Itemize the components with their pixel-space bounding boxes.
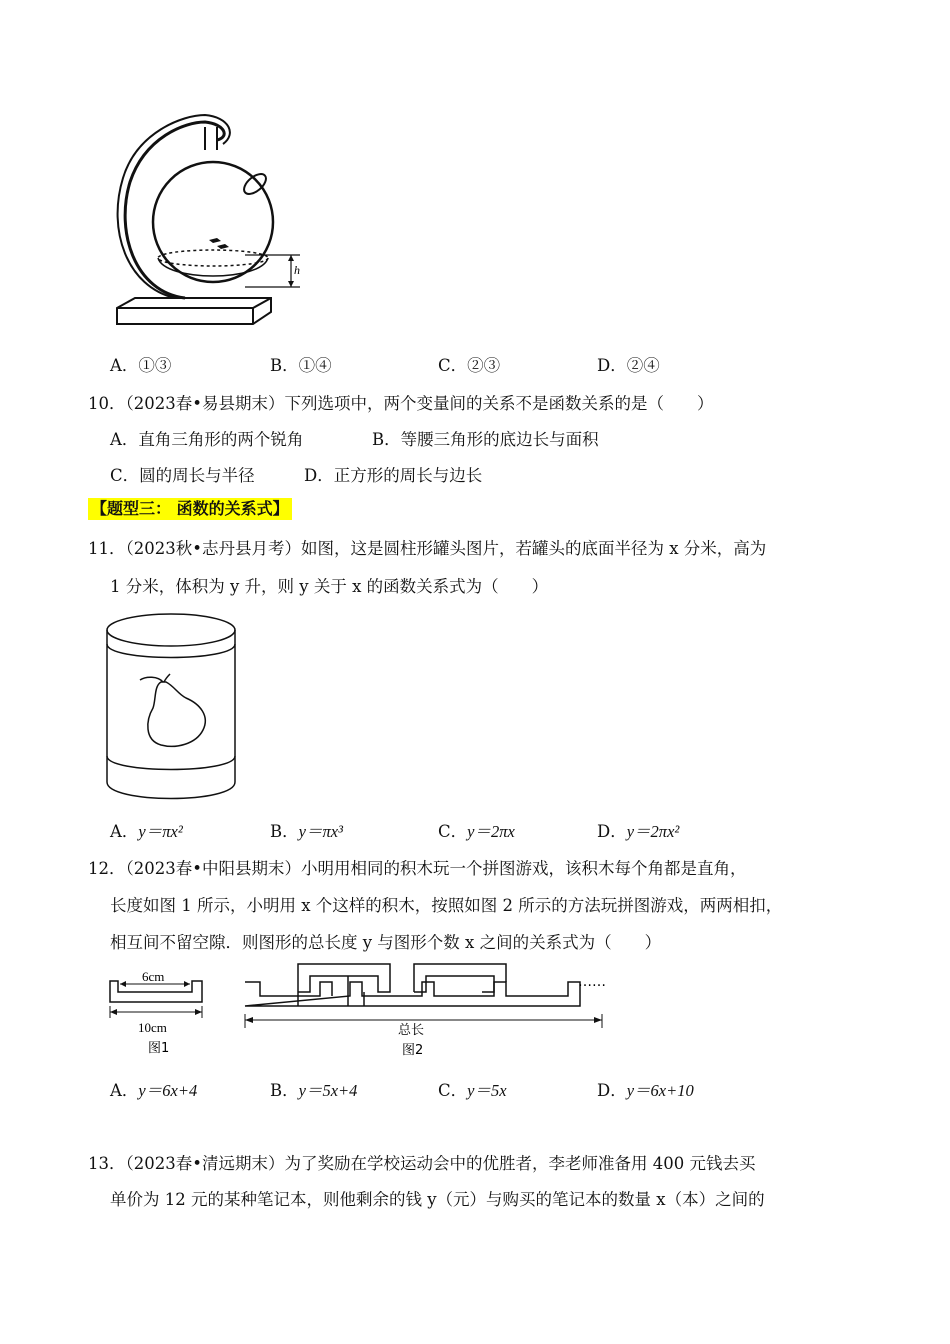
fig2-dots: …… <box>578 974 606 990</box>
can-figure <box>106 612 246 802</box>
q10-option-b[interactable]: B．等腰三角形的底边长与面积 <box>372 430 599 449</box>
block-figure-2 <box>240 962 620 1062</box>
q9-option-b[interactable]: B．①④ <box>270 356 332 375</box>
flask-figure <box>105 112 305 342</box>
q11-option-d[interactable]: D．y＝2πx² <box>597 822 680 841</box>
q13-stem-line1: 13．（2023春•清远期末）为了奖励在学校运动会中的优胜者，李老师准备用 400 元钱去买 <box>88 1154 756 1173</box>
q11-stem-line2: 1 分米，体积为 y 升，则 y 关于 x 的函数关系式为（ ） <box>110 577 549 596</box>
q10-option-a[interactable]: A．直角三角形的两个锐角 <box>110 430 304 449</box>
q11-stem-line1: 11．（2023秋•志丹县月考）如图，这是圆柱形罐头图片，若罐头的底面半径为 x 分米，高为 <box>88 539 767 558</box>
fig2-caption: 图2 <box>402 1043 424 1058</box>
q11-option-a[interactable]: A．y＝πx² <box>110 822 183 841</box>
q11-option-c[interactable]: C．y＝2πx <box>438 822 515 841</box>
block-figure-1 <box>104 966 214 1066</box>
q10-stem: 10．（2023春•易县期末）下列选项中，两个变量间的关系不是函数关系的是（ ） <box>88 394 714 413</box>
q9-option-a[interactable]: A．①③ <box>110 356 172 375</box>
q11-option-b[interactable]: B．y＝πx³ <box>270 822 344 841</box>
q12-stem-line1: 12．（2023春•中阳县期末）小明用相同的积木玩一个拼图游戏，该积木每个角都是直角， <box>88 859 747 878</box>
q9-option-d[interactable]: D．②④ <box>597 356 660 375</box>
q9-option-c[interactable]: C．②③ <box>438 356 501 375</box>
q13-stem-line2: 单价为 12 元的某种笔记本，则他剩余的钱 y（元）与购买的笔记本的数量 x（本）之间的 <box>110 1190 765 1209</box>
fig1-caption: 图1 <box>148 1041 170 1056</box>
q10-option-c[interactable]: C．圆的周长与半径 <box>110 466 255 485</box>
fig1-bottom-label: 10cm <box>138 1020 167 1035</box>
section-header: 【题型三： 函数的关系式】 <box>88 498 292 520</box>
fig1-top-label: 6cm <box>142 969 165 984</box>
q12-option-d[interactable]: D．y＝6x+10 <box>597 1081 694 1100</box>
q12-option-b[interactable]: B．y＝5x+4 <box>270 1081 358 1100</box>
q10-option-d[interactable]: D．正方形的周长与边长 <box>304 466 483 485</box>
height-label: h <box>294 263 300 277</box>
q12-option-a[interactable]: A．y＝6x+4 <box>110 1081 198 1100</box>
fig2-total-label: 总长 <box>398 1023 425 1038</box>
q12-option-c[interactable]: C．y＝5x <box>438 1081 507 1100</box>
q12-stem-line2: 长度如图 1 所示，小明用 x 个这样的积木，按照如图 2 所示的方法玩拼图游戏，两两相扣， <box>110 896 783 915</box>
q12-stem-line3: 相互间不留空隙．则图形的总长度 y 与图形个数 x 之间的关系式为（ ） <box>110 933 662 952</box>
